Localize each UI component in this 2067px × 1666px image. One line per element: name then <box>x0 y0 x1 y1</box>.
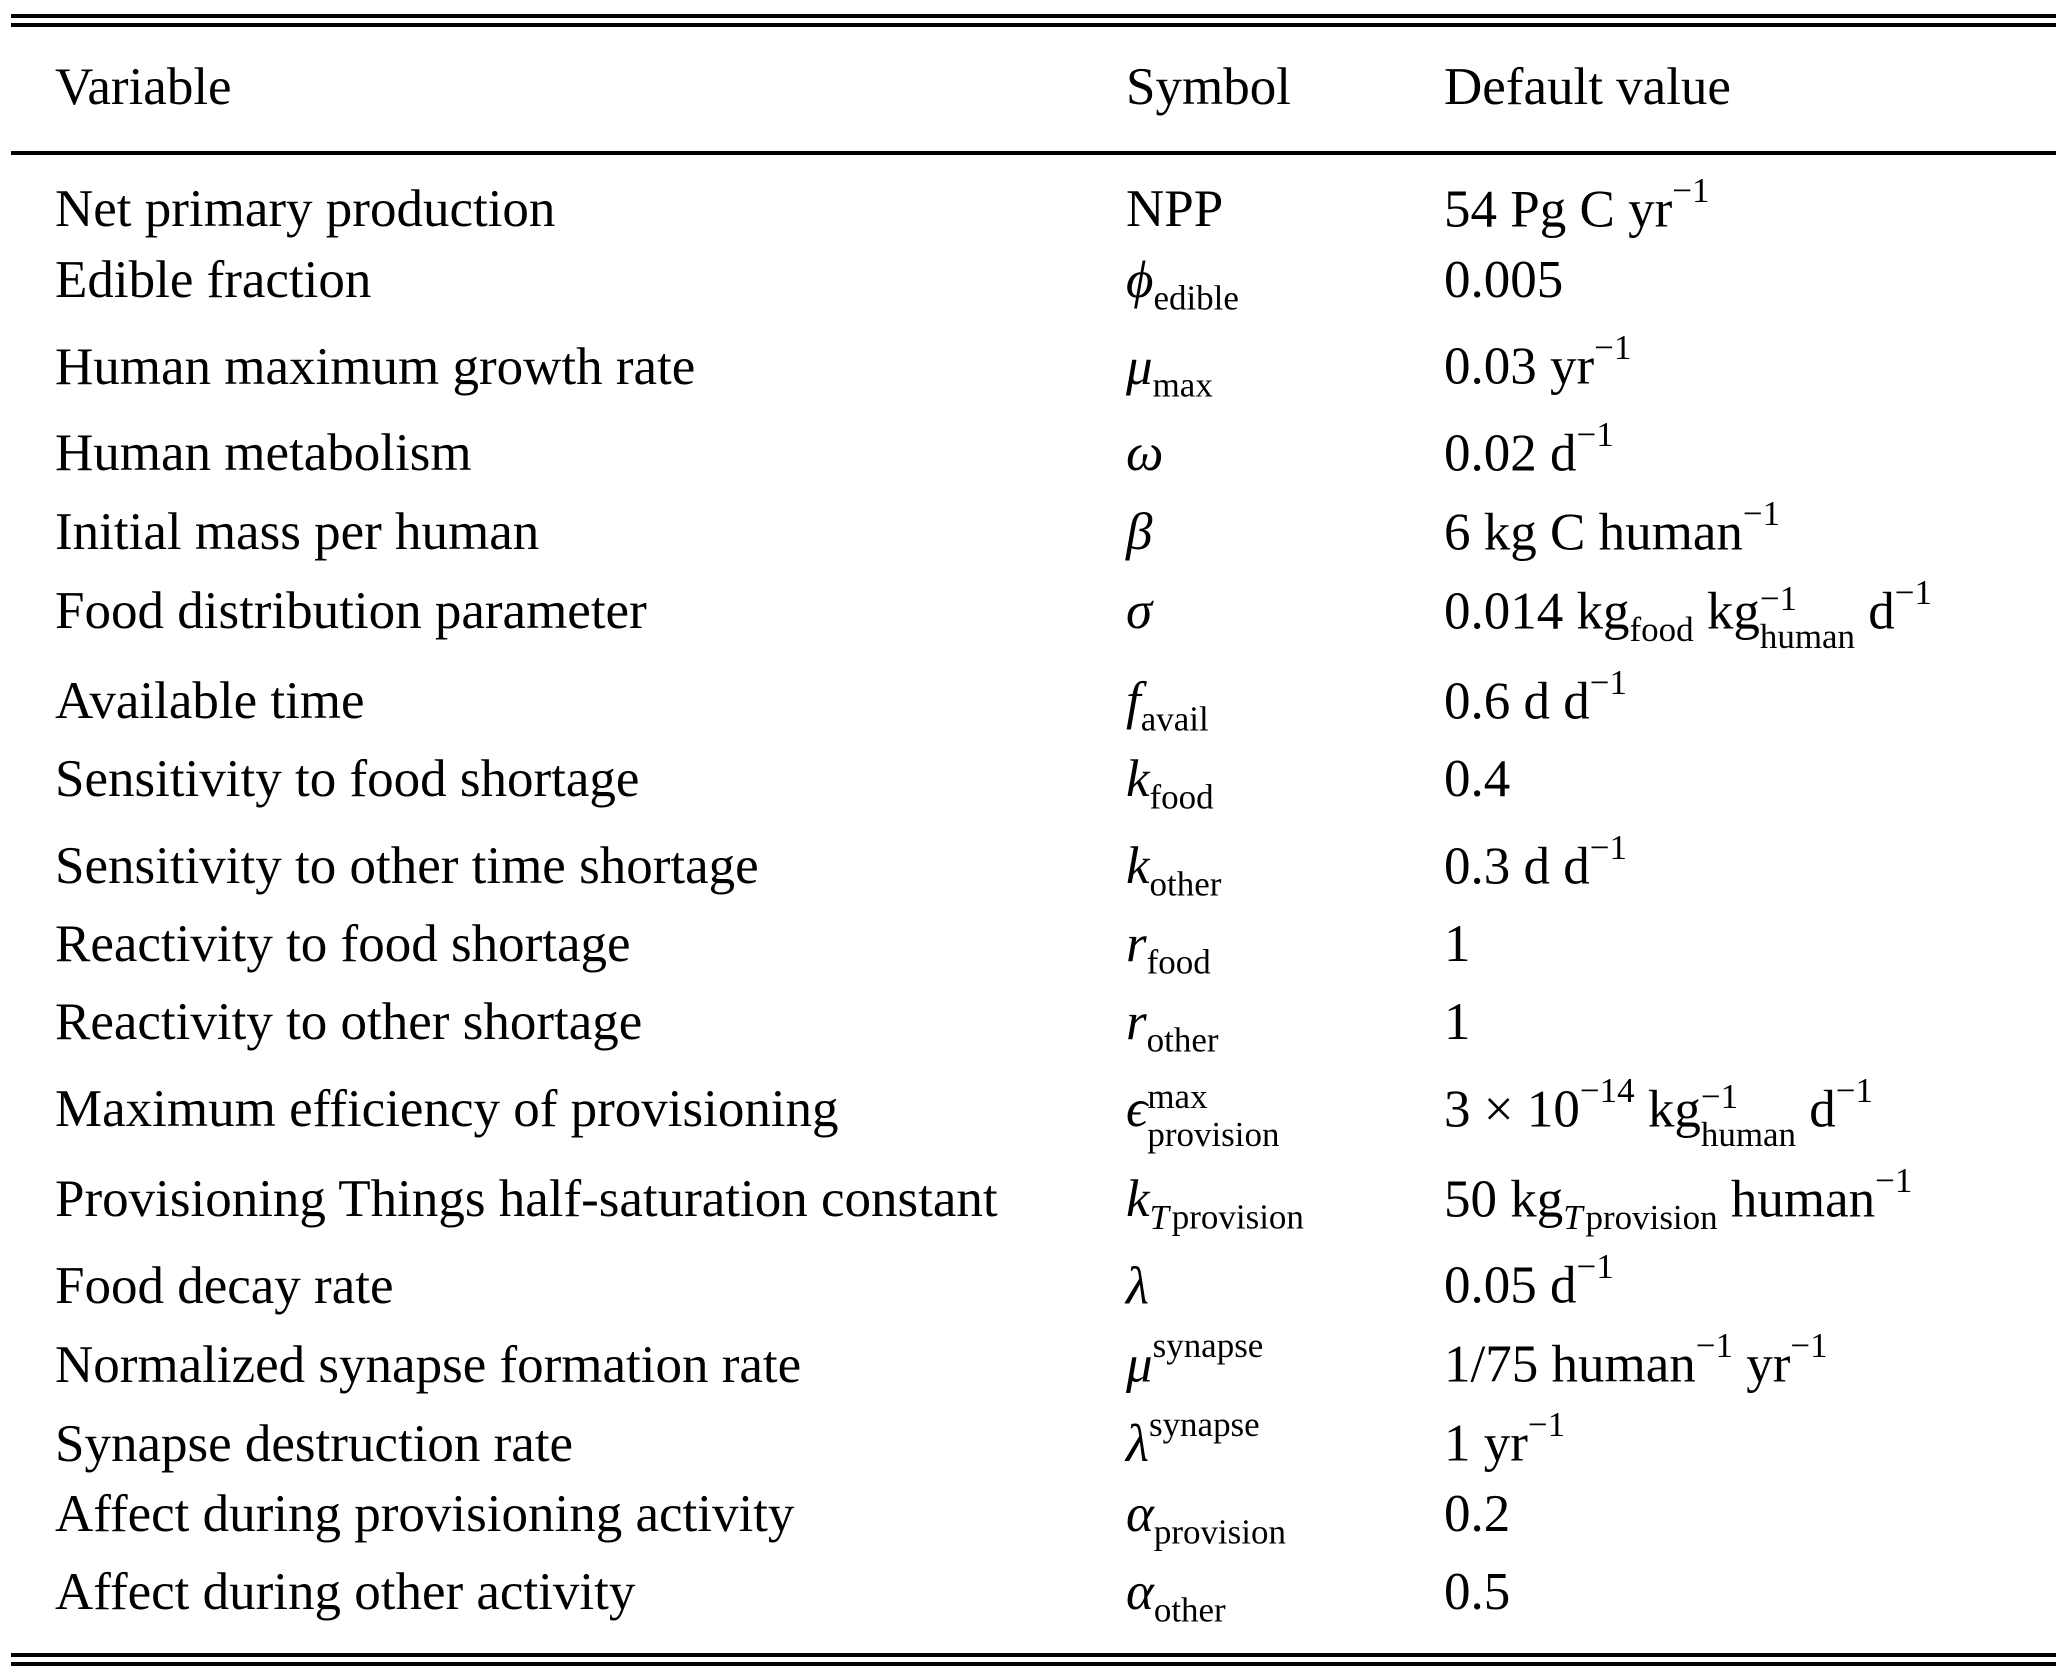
math-segment: 0.005 <box>1444 250 1564 309</box>
table-row <box>11 1067 2056 1157</box>
symbol-cell <box>1126 988 1444 1066</box>
symbol-cell <box>1126 659 1444 746</box>
math-segment: ϵ <box>1126 1080 1148 1138</box>
math-segment: −1 <box>1589 827 1627 867</box>
math-segment: α <box>1126 1485 1154 1544</box>
table-row <box>11 1558 2056 1660</box>
math-segment: provision <box>1585 1197 1718 1237</box>
col-header-default-value: Default value <box>1444 21 2056 154</box>
math-segment: 1/75 human <box>1444 1335 1696 1394</box>
math-segment: β <box>1126 503 1153 562</box>
variable-cell: Affect during provisioning activity <box>55 1485 795 1544</box>
variable-cell: Synapse destruction rate <box>55 1414 574 1473</box>
math-segment: 50 kg <box>1444 1170 1564 1229</box>
math-segment: kg <box>1634 1080 1701 1138</box>
variable-cell: Net primary production <box>55 180 556 239</box>
math-segment: 0.5 <box>1444 1563 1511 1622</box>
symbol-cell <box>1126 1480 1444 1558</box>
math-segment: k <box>1126 837 1150 896</box>
math-segment: −1 <box>1576 1247 1614 1287</box>
math-segment: food <box>1149 777 1214 817</box>
math-segment: α <box>1126 1563 1154 1622</box>
math-segment: 1 yr <box>1444 1414 1528 1473</box>
default-value-cell <box>1444 569 2056 659</box>
math-segment: d <box>1855 582 1895 641</box>
math-segment: σ <box>1126 582 1153 641</box>
math-segment: synapse <box>1152 1326 1264 1366</box>
math-segment: edible <box>1153 278 1239 318</box>
math-segment: max <box>1147 1077 1208 1117</box>
variable-cell: Initial mass per human <box>55 503 540 562</box>
math-segment: T <box>1563 1197 1583 1237</box>
symbol-cell <box>1126 745 1444 823</box>
math-segment: other <box>1153 1590 1226 1630</box>
stack-subscript <box>1760 618 1855 656</box>
math-segment: −14 <box>1579 1070 1635 1110</box>
parameters-table <box>11 14 2056 1666</box>
math-segment: λ <box>1126 1414 1149 1473</box>
math-segment: −1 <box>1672 171 1710 210</box>
variable-cell: Sensitivity to other time shortage <box>55 837 759 896</box>
stack-subscript <box>1701 1116 1796 1154</box>
variable-cell: Normalized synapse formation rate <box>55 1335 802 1394</box>
table-row <box>11 569 2056 659</box>
default-value-cell <box>1444 910 2056 988</box>
table-row <box>11 490 2056 569</box>
default-value-cell <box>1444 490 2056 569</box>
math-segment: −1 <box>1589 662 1627 702</box>
table-row <box>11 824 2056 911</box>
symbol-cell <box>1126 1243 1444 1322</box>
default-value-cell <box>1444 745 2056 823</box>
default-value-cell <box>1444 1243 2056 1322</box>
col-header-variable: Variable <box>11 21 1126 154</box>
math-segment: food <box>1146 942 1211 982</box>
symbol-cell <box>1126 324 1444 411</box>
math-segment: ϕ <box>1126 250 1154 309</box>
default-value-cell <box>1444 824 2056 911</box>
table-row <box>11 324 2056 411</box>
table-row <box>11 153 2056 246</box>
symbol-cell <box>1126 490 1444 569</box>
table-row <box>11 659 2056 746</box>
math-segment: μ <box>1126 1335 1153 1394</box>
math-segment: −1 <box>1594 328 1632 368</box>
symbol-cell <box>1126 1067 1444 1157</box>
table-row <box>11 1480 2056 1558</box>
math-segment: 0.05 d <box>1444 1256 1577 1315</box>
math-segment: avail <box>1140 699 1209 739</box>
supsub-stack <box>1701 1078 1796 1154</box>
variable-cell: Provisioning Things half-saturation constant <box>55 1170 998 1229</box>
table-row <box>11 745 2056 823</box>
default-value-cell <box>1444 988 2056 1066</box>
symbol-cell <box>1126 1401 1444 1480</box>
math-segment: k <box>1126 1170 1150 1229</box>
math-segment: human <box>1717 1170 1876 1229</box>
math-segment: −1 <box>1835 1070 1873 1110</box>
supsub-stack <box>1147 1078 1279 1154</box>
math-segment: λ <box>1126 1256 1149 1315</box>
stack-subscript <box>1147 1116 1279 1154</box>
math-segment: 0.3 d d <box>1444 837 1590 896</box>
default-value-cell <box>1444 324 2056 411</box>
stack-superscript <box>1701 1078 1738 1116</box>
math-segment: 0.6 d d <box>1444 672 1590 731</box>
variable-cell: Food decay rate <box>55 1256 394 1315</box>
symbol-cell <box>1126 1322 1444 1401</box>
symbol-cell <box>1126 569 1444 659</box>
math-segment: −1 <box>1742 493 1781 533</box>
math-segment: 54 Pg C yr <box>1444 180 1673 239</box>
col-header-symbol: Symbol <box>1126 21 1444 154</box>
math-segment: 1 <box>1444 993 1471 1052</box>
math-segment: 0.2 <box>1444 1485 1511 1544</box>
math-segment: r <box>1126 993 1147 1052</box>
math-segment: −1 <box>1576 414 1614 454</box>
table-row <box>11 411 2056 490</box>
math-segment: −1 <box>1894 572 1933 612</box>
table-row <box>11 246 2056 324</box>
symbol-cell <box>1126 1157 1444 1244</box>
math-segment: f <box>1126 672 1141 731</box>
stack-superscript <box>1760 580 1797 618</box>
table-header <box>11 21 2056 154</box>
table-row <box>11 1243 2056 1322</box>
variable-cell: Human metabolism <box>55 424 472 483</box>
variable-cell: Edible fraction <box>55 250 372 309</box>
math-segment: 6 kg C human <box>1444 503 1743 562</box>
math-segment: human <box>1700 1114 1797 1154</box>
math-segment: 0.4 <box>1444 750 1511 809</box>
default-value-cell <box>1444 1067 2056 1157</box>
symbol-cell <box>1126 153 1444 246</box>
stack-superscript <box>1147 1078 1207 1116</box>
supsub-stack <box>1760 580 1855 656</box>
math-segment: kg <box>1693 582 1760 641</box>
symbol-cell <box>1126 910 1444 988</box>
math-segment: 3 × 10 <box>1444 1080 1580 1138</box>
math-segment: other <box>1149 864 1222 904</box>
math-segment: human <box>1759 617 1856 657</box>
math-segment: provision <box>1171 1197 1304 1237</box>
math-segment: T <box>1149 1197 1169 1237</box>
math-segment: r <box>1126 915 1147 974</box>
math-segment: 0.02 d <box>1444 424 1577 483</box>
math-segment: ω <box>1126 424 1164 483</box>
variable-cell: Maximum efficiency of provisioning <box>55 1080 839 1138</box>
math-segment: 0.03 yr <box>1444 337 1595 396</box>
table-row <box>11 988 2056 1066</box>
default-value-cell <box>1444 659 2056 746</box>
variable-cell: Affect during other activity <box>11 1558 1126 1660</box>
default-value-cell <box>1444 1401 2056 1480</box>
math-segment: max <box>1152 365 1213 405</box>
table-row <box>11 1157 2056 1244</box>
variable-cell: Available time <box>55 672 365 731</box>
math-segment: −1 <box>1759 579 1798 619</box>
header-row <box>11 21 2056 154</box>
math-segment: food <box>1629 609 1694 649</box>
math-segment: μ <box>1126 337 1153 396</box>
default-value-cell <box>1444 153 2056 246</box>
math-segment: 0.014 kg <box>1444 582 1630 641</box>
math-segment: 1 <box>1444 915 1471 974</box>
math-segment: −1 <box>1527 1405 1566 1445</box>
table-row <box>11 1322 2056 1401</box>
math-segment: provision <box>1147 1114 1280 1154</box>
variable-cell: Food distribution parameter <box>55 582 647 641</box>
symbol-cell <box>1126 246 1444 324</box>
default-value-cell <box>1444 1480 2056 1558</box>
variable-cell: Reactivity to other shortage <box>55 993 643 1052</box>
variable-cell: Human maximum growth rate <box>55 337 696 396</box>
math-segment: synapse <box>1148 1405 1260 1445</box>
variable-cell: Sensitivity to food shortage <box>55 750 640 809</box>
paper-table-page <box>0 14 2067 1630</box>
default-value-cell <box>1444 1558 2056 1660</box>
default-value-cell <box>1444 1322 2056 1401</box>
math-segment: NPP <box>1126 180 1224 239</box>
math-segment: k <box>1126 750 1150 809</box>
math-segment: provision <box>1153 1512 1286 1552</box>
symbol-cell <box>1126 411 1444 490</box>
symbol-cell <box>1126 824 1444 911</box>
symbol-cell <box>1126 1558 1444 1660</box>
default-value-cell <box>1444 411 2056 490</box>
math-segment: −1 <box>1695 1326 1733 1366</box>
math-segment: yr <box>1732 1335 1791 1394</box>
default-value-cell <box>1444 246 2056 324</box>
variable-cell: Reactivity to food shortage <box>55 915 631 974</box>
math-segment: −1 <box>1875 1160 1913 1200</box>
math-segment: other <box>1146 1020 1219 1060</box>
math-segment: d <box>1796 1080 1836 1138</box>
table-body <box>11 153 2056 1660</box>
math-segment: −1 <box>1790 1326 1828 1366</box>
math-segment: −1 <box>1700 1077 1739 1117</box>
table-row <box>11 910 2056 988</box>
default-value-cell <box>1444 1157 2056 1244</box>
table-row <box>11 1401 2056 1480</box>
